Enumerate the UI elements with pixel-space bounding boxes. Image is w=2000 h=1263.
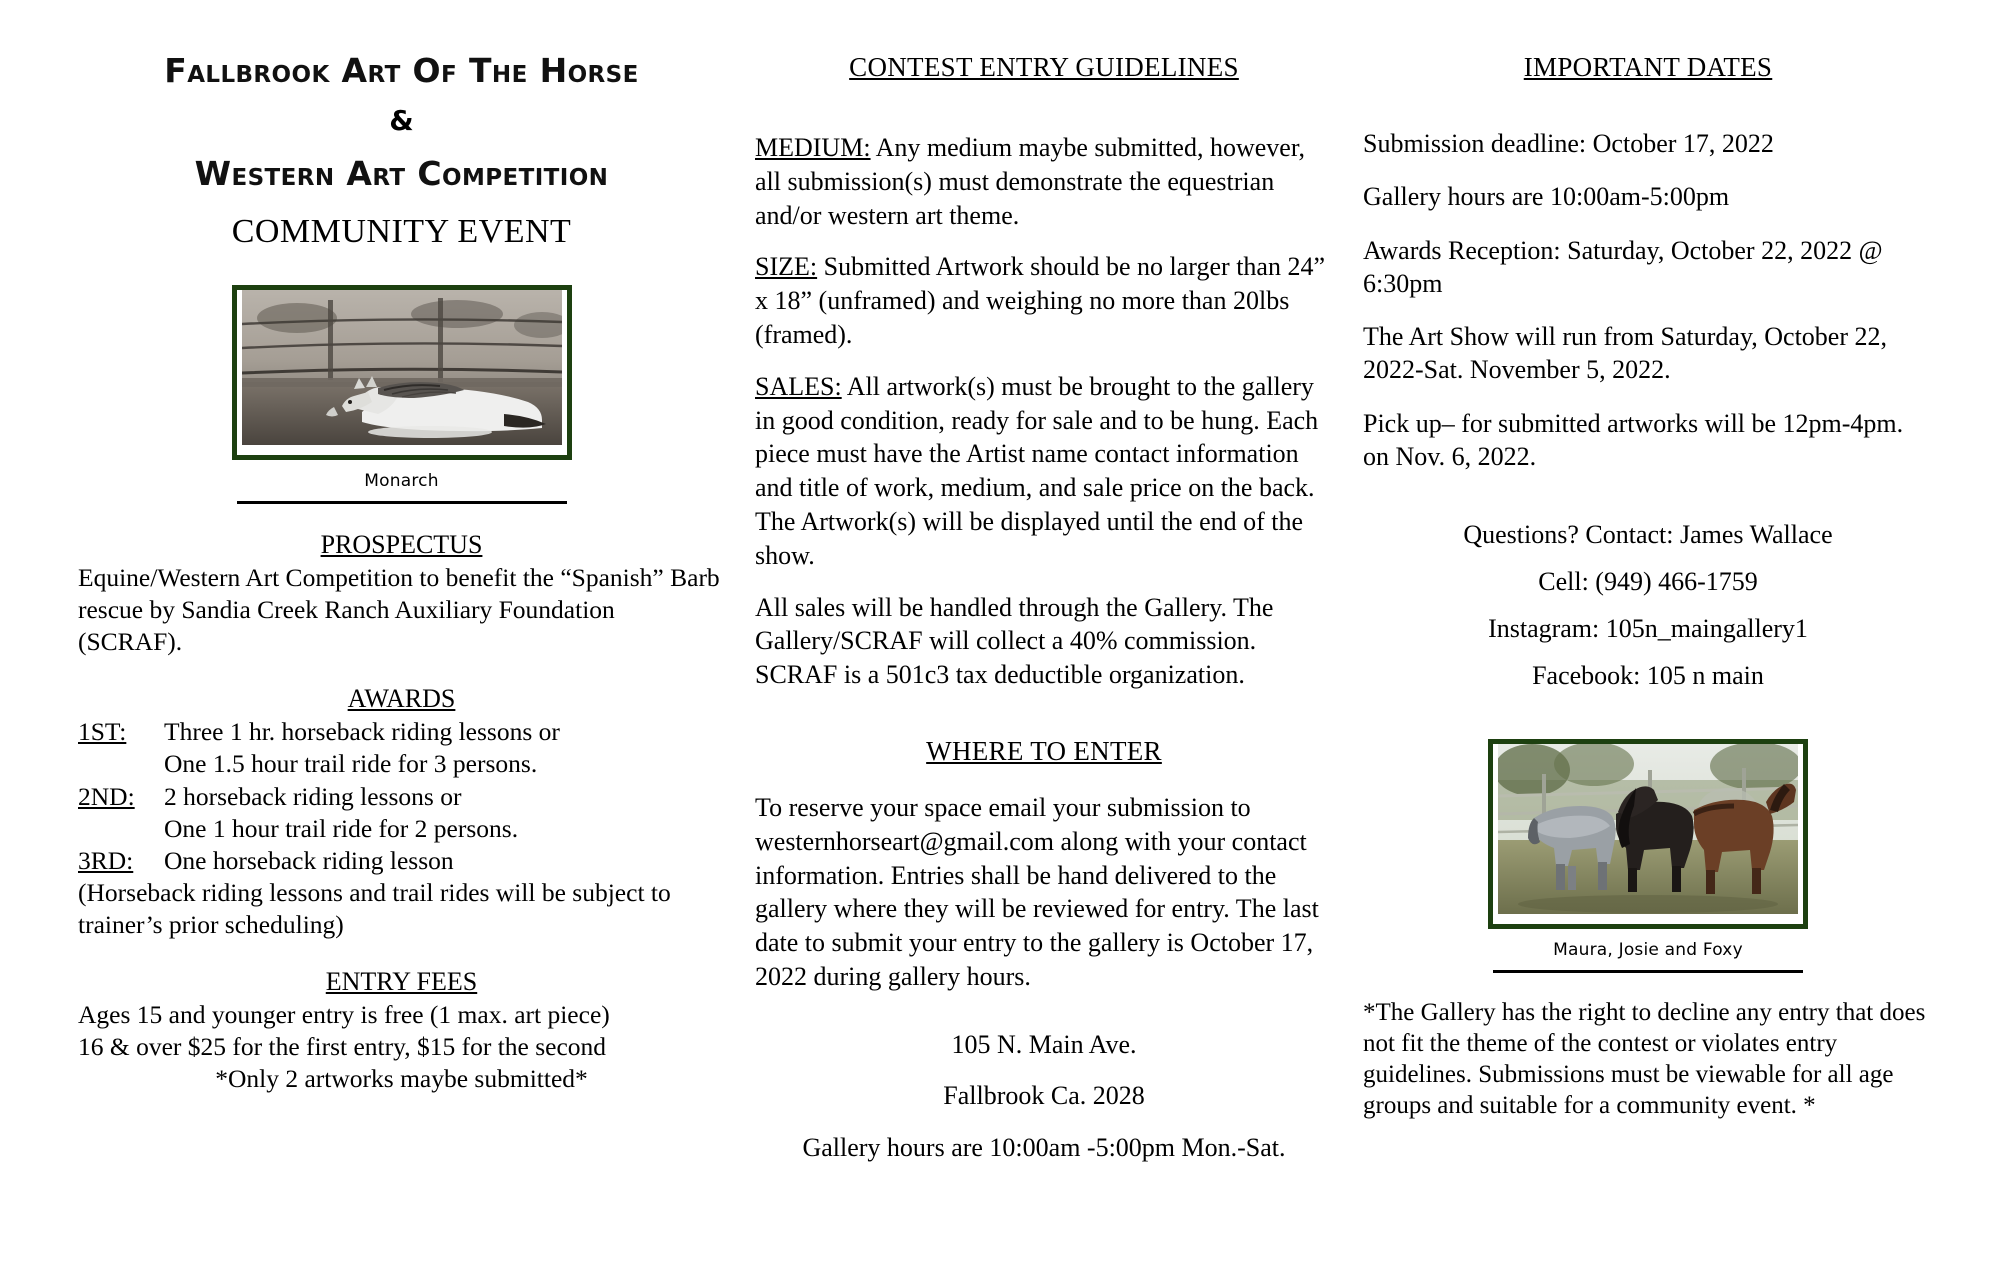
- contest-guidelines-heading: [755, 52, 1333, 83]
- award-label-3rd: 3RD:: [78, 845, 134, 875]
- entry-fees-line-1: Ages 15 and younger entry is free (1 max. art piece): [78, 1000, 610, 1030]
- contact-cell-line: Cell: (949) 466-1759: [1538, 567, 1758, 597]
- important-date-item: Pick up– for submitted artworks will be 12pm-4pm. on Nov. 6, 2022.: [1363, 408, 1904, 471]
- sales-text: All artwork(s) must be brought to the gallery in good condition, ready for sale and to be hung. Each piece must have the Artist name contact information and title of work, medium, and sale price on the back. The Artwork(s) will be displayed until the end of the show.: [755, 371, 1319, 570]
- award-text-3rd-line1: One horseback riding lesson: [164, 845, 454, 875]
- right-divider-rule: [1493, 970, 1803, 973]
- award-label-2nd: 2ND:: [78, 781, 135, 811]
- maura-photo-image: [1498, 744, 1798, 914]
- important-date-item: The Art Show will run from Saturday, October 22, 2022-Sat. November 5, 2022.: [1363, 322, 1887, 385]
- flyer-title-line-2: Western Art Competition: [194, 153, 609, 193]
- left-divider-rule: [237, 501, 567, 504]
- address-spacer: [755, 1012, 1333, 1026]
- awards-note: (Horseback riding lessons and trail rides will be subject to trainer’s prior scheduling): [78, 877, 671, 939]
- maura-photo-block: [1363, 705, 1933, 973]
- prospectus-section: [78, 530, 725, 658]
- award-item: [78, 716, 725, 748]
- medium-paragraph: [755, 131, 1333, 232]
- right-column: [1343, 52, 1933, 1121]
- award-text-1st-line1: Three 1 hr. horseback riding lessons or: [164, 717, 560, 747]
- maura-photo-caption: Maura, Josie and Foxy: [1553, 939, 1743, 960]
- important-date-item: Gallery hours are 10:00am-5:00pm: [1363, 182, 1730, 212]
- contact-name-line: Questions? Contact: James Wallace: [1463, 520, 1833, 550]
- contest-guidelines-heading-text: CONTEST ENTRY GUIDELINES: [849, 52, 1239, 82]
- entry-fees-heading: [78, 967, 725, 997]
- monarch-photo-caption: Monarch: [364, 470, 439, 491]
- gallery-address-line-2: Fallbrook Ca. 2028: [943, 1081, 1145, 1111]
- prospectus-heading: [78, 530, 725, 560]
- awards-list: [78, 716, 725, 941]
- flyer-title-line-1: Fallbrook Art Of The Horse: [164, 51, 639, 90]
- title-block: [78, 52, 725, 251]
- monarch-photo: [232, 285, 572, 460]
- contact-block: [1363, 517, 1933, 695]
- entry-fees-line-2: 16 & over $25 for the first entry, $15 for the second: [78, 1032, 607, 1062]
- monarch-photo-image: [242, 290, 562, 445]
- award-label-1st: 1ST:: [78, 717, 127, 747]
- size-label: SIZE:: [755, 252, 818, 282]
- left-column: [78, 52, 743, 1096]
- medium-text: Any medium maybe submitted, however, all submission(s) must demonstrate the equestrian and/or western art theme.: [755, 133, 1305, 230]
- important-dates-heading: [1363, 52, 1933, 83]
- awards-heading-text: AWARDS: [347, 684, 456, 714]
- sales-paragraph: [755, 370, 1333, 573]
- commission-paragraph: All sales will be handled through the Gallery. The Gallery/SCRAF will collect a 40% commission. SCRAF is a 501c3 tax deductible organization.: [755, 592, 1274, 690]
- where-to-enter-body: To reserve your space email your submission to westernhorseart@gmail.com along with your contact information. Entries shall be hand delivered to the gallery where they will be reviewed for entry. The last date to submit your entry to the gallery is October 17, 2022 during gallery hours.: [755, 792, 1319, 991]
- size-text: Submitted Artwork should be no larger than 24” x 18” (unframed) and weighing no more than 20lbs (framed).: [755, 252, 1325, 349]
- gallery-hours-line: Gallery hours are 10:00am -5:00pm Mon.-Sat.: [802, 1133, 1286, 1163]
- award-text-1st-line2: One 1.5 hour trail ride for 3 persons.: [164, 749, 538, 779]
- prospectus-body: Equine/Western Art Competition to benefit the “Spanish” Barb rescue by Sandia Creek Ranch Auxiliary Foundation (SCRAF).: [78, 562, 720, 657]
- maura-photo: [1488, 739, 1808, 929]
- important-date-item: Submission deadline: October 17, 2022: [1363, 129, 1774, 158]
- sales-label: SALES:: [755, 371, 842, 401]
- where-to-enter-heading-text: WHERE TO ENTER: [926, 735, 1162, 766]
- flyer-subtitle: COMMUNITY EVENT: [231, 212, 572, 250]
- middle-spacer: [755, 710, 1333, 736]
- monarch-photo-block: [78, 251, 725, 504]
- address-spacer-2: [755, 1063, 1333, 1077]
- award-item: [78, 845, 725, 877]
- contact-facebook-line: Facebook: 105 n main: [1532, 660, 1764, 690]
- gallery-address-line-1: 105 N. Main Ave.: [951, 1029, 1137, 1059]
- important-date-item: Awards Reception: Saturday, October 22, 2022 @ 6:30pm: [1363, 235, 1883, 298]
- awards-section: [78, 684, 725, 941]
- award-text-2nd-line2: One 1 hour trail ride for 2 persons.: [164, 813, 519, 843]
- entry-fees-heading-text: ENTRY FEES: [325, 967, 478, 997]
- address-spacer-3: [755, 1115, 1333, 1129]
- size-paragraph: [755, 250, 1333, 351]
- awards-heading: [78, 684, 725, 714]
- entry-fees-section: [78, 967, 725, 1095]
- entry-fees-line-3: *Only 2 artworks maybe submitted*: [215, 1064, 588, 1094]
- important-dates-list: [1363, 127, 1933, 473]
- flyer-title-ampersand: &: [389, 103, 414, 137]
- award-item: [78, 781, 725, 813]
- middle-column: [743, 52, 1343, 1167]
- prospectus-heading-text: PROSPECTUS: [320, 529, 483, 559]
- gallery-disclaimer: *The Gallery has the right to decline any entry that does not fit the theme of the contest or violates entry guidelines. Submissions must be viewable for all age groups and suitable for a community event. *: [1363, 998, 1926, 1119]
- award-text-2nd-line1: 2 horseback riding lessons or: [164, 781, 462, 811]
- where-to-enter-heading: [755, 736, 1333, 767]
- important-dates-heading-text: IMPORTANT DATES: [1523, 52, 1773, 82]
- medium-label: MEDIUM:: [755, 133, 871, 162]
- contact-instagram-line: Instagram: 105n_maingallery1: [1488, 613, 1808, 643]
